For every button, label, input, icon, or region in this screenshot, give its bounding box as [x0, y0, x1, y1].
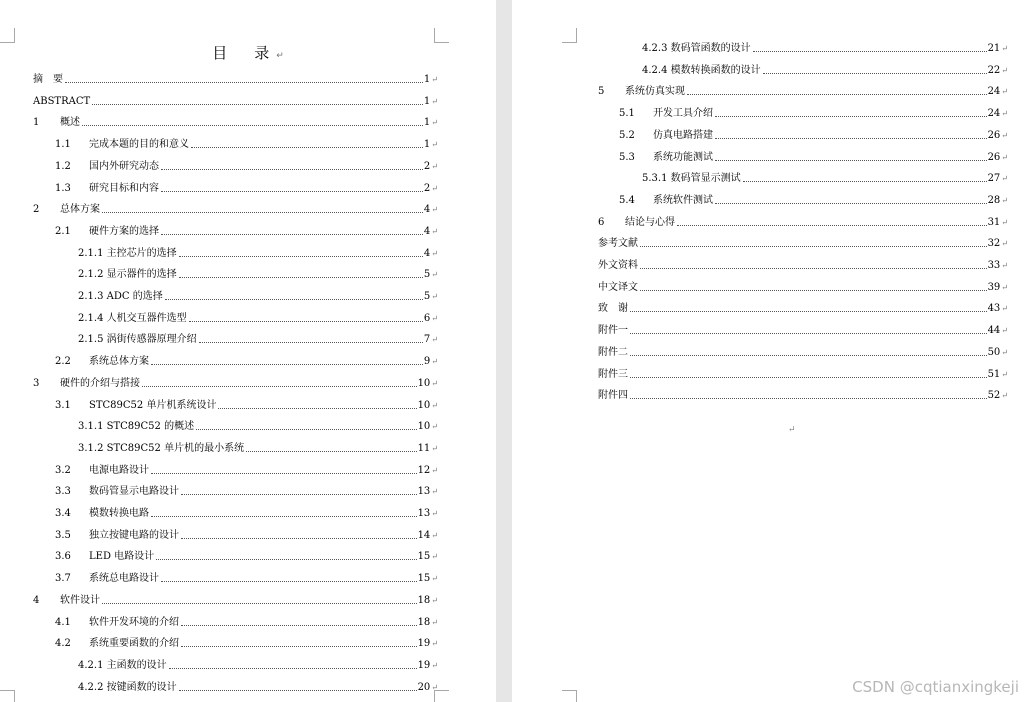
toc-entry-label: 仿真电路搭建 [653, 129, 713, 141]
paragraph-mark-icon: ↵ [431, 313, 438, 323]
toc-entry[interactable] [598, 84, 1008, 98]
crop-mark-bottom-left [0, 690, 15, 702]
toc-entry-page: 50 [987, 346, 1001, 358]
toc-entry-page: 15 [417, 573, 431, 585]
toc-dot-leader [156, 559, 416, 560]
toc-entry[interactable] [33, 593, 438, 607]
toc-entry[interactable] [78, 289, 438, 303]
toc-entry[interactable] [78, 441, 438, 455]
toc-dot-leader [743, 181, 987, 182]
toc-entry-page: 7 [423, 334, 431, 346]
toc-entry-page: 12 [417, 464, 431, 476]
toc-entry-number: 4.1 [55, 616, 71, 628]
toc-entry-label: 3.1.2 STC89C52 单片机的最小系统 [78, 442, 245, 454]
toc-entry-label: 3.1.1 STC89C52 的概述 [78, 421, 195, 433]
toc-entry-page: 10 [417, 377, 431, 389]
paragraph-mark-icon: ↵ [788, 425, 796, 435]
paragraph-mark-icon: ↵ [431, 118, 438, 128]
toc-entry-label: 2.1.1 主控芯片的选择 [78, 247, 177, 259]
paragraph-mark-icon: ↵ [1001, 261, 1008, 270]
paragraph-mark-icon: ↵ [431, 140, 438, 150]
toc-entry-number: 3.6 [55, 551, 71, 563]
toc-entry-page: 15 [417, 551, 431, 563]
toc-entry[interactable] [33, 115, 438, 129]
toc-entry[interactable] [78, 267, 438, 281]
paragraph-mark-icon: ↵ [1001, 44, 1008, 53]
toc-entry-page: 39 [987, 281, 1001, 293]
toc-entry-label: 总体方案 [60, 204, 100, 216]
toc-dot-leader [630, 333, 987, 334]
toc-entry[interactable] [78, 332, 438, 346]
toc-entry[interactable] [33, 72, 438, 86]
toc-dot-leader [715, 160, 987, 161]
toc-dot-leader [151, 473, 417, 474]
paragraph-mark-icon: ↵ [1001, 65, 1008, 75]
toc-entry-number: 2.1 [55, 225, 71, 237]
toc-entry-label: 参考文献 [598, 238, 638, 250]
toc-entry[interactable] [55, 159, 438, 173]
toc-entry-page: 51 [987, 368, 1001, 380]
toc-entry[interactable] [642, 171, 1008, 185]
paragraph-mark-icon: ↵ [1001, 239, 1008, 249]
toc-entry[interactable] [55, 528, 438, 542]
toc-dot-leader [687, 94, 987, 95]
toc-entry[interactable] [55, 571, 438, 585]
paragraph-mark-icon: ↵ [431, 509, 438, 518]
toc-dot-leader [246, 451, 416, 452]
toc-dot-leader [753, 51, 987, 52]
toc-entry-page: 10 [417, 421, 431, 433]
toc-dot-leader [630, 355, 987, 356]
toc-entry-label: 2.1.5 涡街传感器原理介绍 [78, 334, 197, 346]
paragraph-mark-icon: ↵ [1001, 217, 1008, 227]
paragraph-mark-icon: ↵ [431, 617, 438, 627]
paragraph-mark-icon: ↵ [1001, 326, 1008, 336]
toc-entry-label: 模数转换电路 [89, 508, 149, 519]
paragraph-mark-icon: ↵ [1001, 195, 1008, 205]
toc-entry[interactable] [619, 193, 1008, 207]
paragraph-mark-icon: ↵ [1001, 87, 1008, 97]
toc-entry[interactable] [598, 301, 1008, 315]
toc-entry[interactable] [55, 137, 438, 151]
toc-entry[interactable] [55, 224, 438, 238]
toc-entry-page: 19 [417, 659, 431, 671]
toc-entry-label: ABSTRACT [33, 95, 91, 107]
toc-entry-number: 3 [33, 377, 40, 389]
toc-entry-label: 开发工具介绍 [653, 108, 713, 120]
toc-entry[interactable] [619, 150, 1008, 164]
toc-entry[interactable] [78, 246, 438, 260]
toc-entry[interactable] [33, 202, 438, 216]
toc-entry[interactable] [598, 323, 1008, 337]
crop-mark-top-left [0, 28, 15, 43]
toc-dot-leader [179, 690, 417, 691]
toc-entry-number: 3.7 [55, 573, 71, 585]
paragraph-mark-icon: ↵ [431, 270, 438, 280]
toc-entry[interactable] [619, 106, 1008, 120]
toc-entry[interactable] [33, 376, 438, 390]
paragraph-mark-icon: ↵ [431, 552, 438, 562]
paragraph-mark-icon: ↵ [1001, 282, 1008, 292]
paragraph-mark-icon: ↵ [431, 443, 438, 453]
toc-entry-label: 系统功能测试 [653, 151, 713, 163]
toc-entry-number: 4.2 [55, 638, 71, 650]
crop-mark-top-left [562, 28, 577, 43]
toc-entry[interactable] [55, 181, 438, 195]
toc-entry-page: 2 [423, 182, 431, 194]
toc-entry[interactable] [55, 484, 438, 498]
toc-entry-number: 5.3 [619, 151, 635, 163]
toc-dot-leader [189, 321, 423, 322]
toc-entry[interactable] [642, 41, 1008, 55]
toc-dot-leader [630, 311, 987, 312]
toc-entry-page: 13 [417, 508, 431, 519]
toc-entry-label: 2.1.3 ADC 的选择 [78, 291, 163, 302]
document-page-left [0, 0, 496, 702]
toc-dot-leader [677, 225, 987, 226]
toc-entry-label: 系统软件测试 [653, 194, 713, 206]
toc-dot-leader [218, 408, 416, 409]
toc-entry-number: 3.5 [55, 529, 71, 541]
toc-dot-leader [640, 268, 987, 269]
toc-entry-number: 2 [33, 204, 40, 216]
toc-entry-number: 1.2 [55, 160, 71, 172]
paragraph-mark-icon: ↵ [431, 378, 438, 388]
paragraph-mark-icon: ↵ [431, 465, 438, 475]
watermark: CSDN @cqtianxingkeji [852, 678, 1019, 696]
toc-entry-number: 5.1 [619, 108, 635, 120]
toc-entry-label: 系统总体方案 [89, 356, 149, 368]
toc-entry-page: 10 [417, 399, 431, 411]
toc-entry-page: 19 [417, 638, 431, 650]
paragraph-mark-icon: ↵ [431, 161, 438, 171]
toc-entry-label: 系统重要函数的介绍 [89, 638, 179, 650]
paragraph-mark-icon: ↵ [1001, 174, 1008, 184]
toc-entry-label: 系统总电路设计 [89, 573, 159, 585]
toc-entry-label: 摘 要 [33, 74, 63, 85]
toc-entry[interactable] [598, 388, 1008, 402]
paragraph-mark-icon: ↵ [276, 51, 284, 61]
toc-dot-leader [630, 398, 987, 399]
toc-entry-label: 系统仿真实现 [625, 86, 685, 98]
toc-dot-leader [151, 516, 417, 517]
toc-title: 目 录↵ [212, 44, 284, 62]
toc-entry[interactable] [78, 658, 438, 672]
toc-entry-label: 致 谢 [598, 303, 628, 315]
toc-entry-label: 2.1.4 人机交互器件选型 [78, 312, 187, 324]
toc-entry-label: 外文资料 [598, 260, 638, 271]
paragraph-mark-icon: ↵ [431, 530, 438, 540]
toc-entry-number: 3.4 [55, 508, 71, 519]
crop-mark-top-right [434, 28, 449, 43]
toc-dot-leader [161, 191, 423, 192]
toc-entry[interactable] [33, 94, 438, 108]
toc-entry-label: 国内外研究动态 [89, 160, 159, 172]
toc-entry[interactable] [55, 354, 438, 368]
paragraph-mark-icon: ↵ [431, 96, 438, 106]
toc-entry[interactable] [598, 215, 1008, 229]
paragraph-mark-icon: ↵ [431, 335, 438, 345]
toc-entry-number: 5.4 [619, 194, 635, 206]
toc-entry-page: 4 [423, 225, 431, 237]
toc-entry-page: 28 [987, 194, 1001, 206]
toc-entry[interactable] [598, 280, 1008, 294]
toc-dot-leader [179, 256, 423, 257]
toc-entry-number: 3.1 [55, 399, 71, 411]
toc-entry-number: 4 [33, 594, 40, 606]
toc-entry-page: 26 [987, 129, 1001, 141]
toc-entry-number: 1 [33, 117, 40, 129]
toc-dot-leader [161, 234, 423, 235]
toc-entry-number: 5.2 [619, 129, 635, 141]
toc-entry-label: 2.1.2 显示器件的选择 [78, 269, 177, 281]
paragraph-mark-icon: ↵ [431, 574, 438, 584]
paragraph-mark-icon: ↵ [1001, 391, 1008, 401]
toc-dot-leader [165, 299, 423, 300]
toc-dot-leader [196, 429, 416, 430]
toc-entry[interactable] [642, 63, 1008, 77]
toc-entry[interactable] [55, 398, 438, 412]
paragraph-mark-icon: ↵ [431, 292, 438, 301]
paragraph-mark-icon: ↵ [431, 226, 438, 236]
toc-dot-leader [640, 246, 987, 247]
toc-entry-page: 1 [423, 117, 431, 129]
paragraph-mark-icon: ↵ [431, 682, 438, 692]
toc-entry-label: 附件二 [598, 346, 628, 358]
toc-dot-leader [181, 625, 417, 626]
toc-dot-leader [640, 290, 987, 291]
toc-entry-page: 5 [423, 269, 431, 281]
toc-entry[interactable] [78, 311, 438, 325]
toc-entry-number: 1.1 [55, 139, 71, 151]
toc-entry-label: 4.2.3 数码管函数的设计 [642, 43, 751, 54]
toc-entry-label: 附件一 [598, 325, 628, 337]
paragraph-mark-icon: ↵ [1001, 130, 1008, 140]
paragraph-mark-icon: ↵ [431, 183, 438, 193]
paragraph-mark-icon: ↵ [431, 422, 438, 432]
toc-entry-page: 24 [987, 86, 1001, 98]
toc-entry-page: 24 [987, 108, 1001, 120]
toc-entry-number: 3.2 [55, 464, 71, 476]
toc-entry-label: 结论与心得 [625, 216, 675, 228]
toc-entry-label: LED 电路设计 [89, 551, 155, 563]
toc-entry[interactable] [55, 506, 438, 520]
toc-dot-leader [151, 364, 423, 365]
toc-entry-label: 电源电路设计 [89, 464, 149, 476]
toc-entry-page: 9 [423, 356, 431, 368]
toc-entry-number: 1.3 [55, 182, 71, 194]
toc-entry-number: 2.2 [55, 356, 71, 368]
toc-dot-leader [142, 386, 417, 387]
paragraph-mark-icon: ↵ [431, 595, 438, 605]
paragraph-mark-icon: ↵ [431, 660, 438, 670]
toc-dot-leader [199, 342, 423, 343]
toc-entry-page: 11 [417, 442, 431, 454]
paragraph-mark-icon: ↵ [1001, 369, 1008, 379]
toc-entry-label: STC89C52 单片机系统设计 [89, 399, 217, 411]
toc-entry-page: 18 [417, 594, 431, 606]
toc-entry[interactable] [55, 636, 438, 650]
document-page-right [512, 0, 1027, 702]
toc-dot-leader [181, 646, 417, 647]
toc-entry-page: 22 [987, 64, 1001, 76]
paragraph-mark-icon: ↵ [431, 400, 438, 410]
paragraph-mark-icon: ↵ [1001, 109, 1008, 119]
toc-dot-leader [179, 277, 423, 278]
toc-entry-label: 研究目标和内容 [89, 182, 159, 194]
toc-entry-label: 5.3.1 数码管显示测试 [642, 173, 741, 185]
toc-dot-leader [161, 581, 417, 582]
toc-entry-label: 4.2.4 模数转换函数的设计 [642, 64, 761, 76]
toc-entry-page: 1 [423, 139, 431, 151]
paragraph-mark-icon: ↵ [1001, 347, 1008, 357]
toc-entry[interactable] [55, 463, 438, 477]
toc-dot-leader [92, 104, 423, 105]
toc-entry-label: 硬件的介绍与搭接 [60, 377, 140, 389]
toc-entry-page: 31 [987, 216, 1001, 228]
toc-dot-leader [715, 138, 987, 139]
toc-dot-leader [763, 73, 987, 74]
toc-entry-label: 软件设计 [60, 594, 100, 606]
toc-entry-label: 软件开发环境的介绍 [89, 616, 179, 628]
toc-entry-page: 20 [417, 681, 431, 693]
toc-dot-leader [82, 125, 423, 126]
toc-entry-page: 44 [987, 325, 1001, 337]
toc-entry[interactable] [55, 549, 438, 563]
toc-entry-page: 33 [987, 260, 1001, 271]
toc-entry-page: 13 [417, 486, 431, 498]
toc-dot-leader [191, 147, 423, 148]
toc-entry-page: 21 [987, 43, 1001, 54]
toc-entry-label: 数码管显示电路设计 [89, 486, 179, 498]
toc-dot-leader [715, 203, 987, 204]
toc-entry-page: 6 [423, 312, 431, 324]
paragraph-mark-icon: ↵ [431, 248, 438, 258]
toc-entry[interactable] [55, 615, 438, 629]
paragraph-mark-icon: ↵ [431, 487, 438, 497]
toc-entry[interactable] [78, 419, 438, 433]
toc-entry-page: 1 [423, 95, 431, 107]
toc-entry-label: 硬件方案的选择 [89, 225, 159, 237]
toc-entry-number: 5 [598, 86, 605, 98]
toc-entry-page: 32 [987, 238, 1001, 250]
crop-mark-bottom-left [562, 690, 577, 702]
toc-entry[interactable] [598, 345, 1008, 359]
toc-entry[interactable] [78, 680, 438, 694]
paragraph-mark-icon: ↵ [431, 357, 438, 367]
toc-dot-leader [161, 169, 423, 170]
toc-entry-page: 1 [423, 74, 431, 85]
toc-entry-label: 概述 [60, 117, 80, 129]
toc-entry-label: 4.2.2 按键函数的设计 [78, 681, 177, 693]
toc-entry-page: 14 [417, 529, 431, 541]
toc-entry[interactable] [598, 236, 1008, 250]
toc-entry-page: 2 [423, 160, 431, 172]
toc-entry-page: 26 [987, 151, 1001, 163]
toc-entry[interactable] [598, 258, 1008, 272]
toc-dot-leader [169, 668, 417, 669]
toc-entry-page: 43 [987, 303, 1001, 315]
toc-entry-page: 27 [987, 173, 1001, 185]
paragraph-mark-icon: ↵ [1001, 304, 1008, 314]
paragraph-mark-icon: ↵ [431, 639, 438, 649]
toc-entry-page: 4 [423, 247, 431, 259]
toc-dot-leader [181, 538, 417, 539]
toc-entry-label: 完成本题的目的和意义 [89, 139, 189, 151]
paragraph-mark-icon: ↵ [1001, 152, 1008, 162]
toc-entry-label: 中文译文 [598, 281, 638, 293]
toc-entry-page: 5 [423, 291, 431, 302]
paragraph-mark-icon: ↵ [431, 75, 438, 84]
toc-dot-leader [715, 116, 987, 117]
toc-entry-page: 4 [423, 204, 431, 216]
toc-entry-label: 独立按键电路的设计 [89, 529, 179, 541]
toc-entry-page: 18 [417, 616, 431, 628]
toc-dot-leader [102, 212, 423, 213]
toc-dot-leader [65, 82, 423, 83]
toc-entry[interactable] [598, 367, 1008, 381]
toc-entry-label: 4.2.1 主函数的设计 [78, 659, 167, 671]
toc-entry-number: 3.3 [55, 486, 71, 498]
paragraph-mark-icon: ↵ [431, 205, 438, 215]
toc-entry-number: 6 [598, 216, 605, 228]
toc-entry-page: 52 [987, 390, 1001, 402]
toc-dot-leader [630, 377, 987, 378]
toc-entry-label: 附件四 [598, 390, 628, 402]
toc-entry[interactable] [619, 128, 1008, 142]
toc-dot-leader [181, 494, 417, 495]
toc-entry-label: 附件三 [598, 368, 628, 380]
toc-dot-leader [102, 603, 417, 604]
